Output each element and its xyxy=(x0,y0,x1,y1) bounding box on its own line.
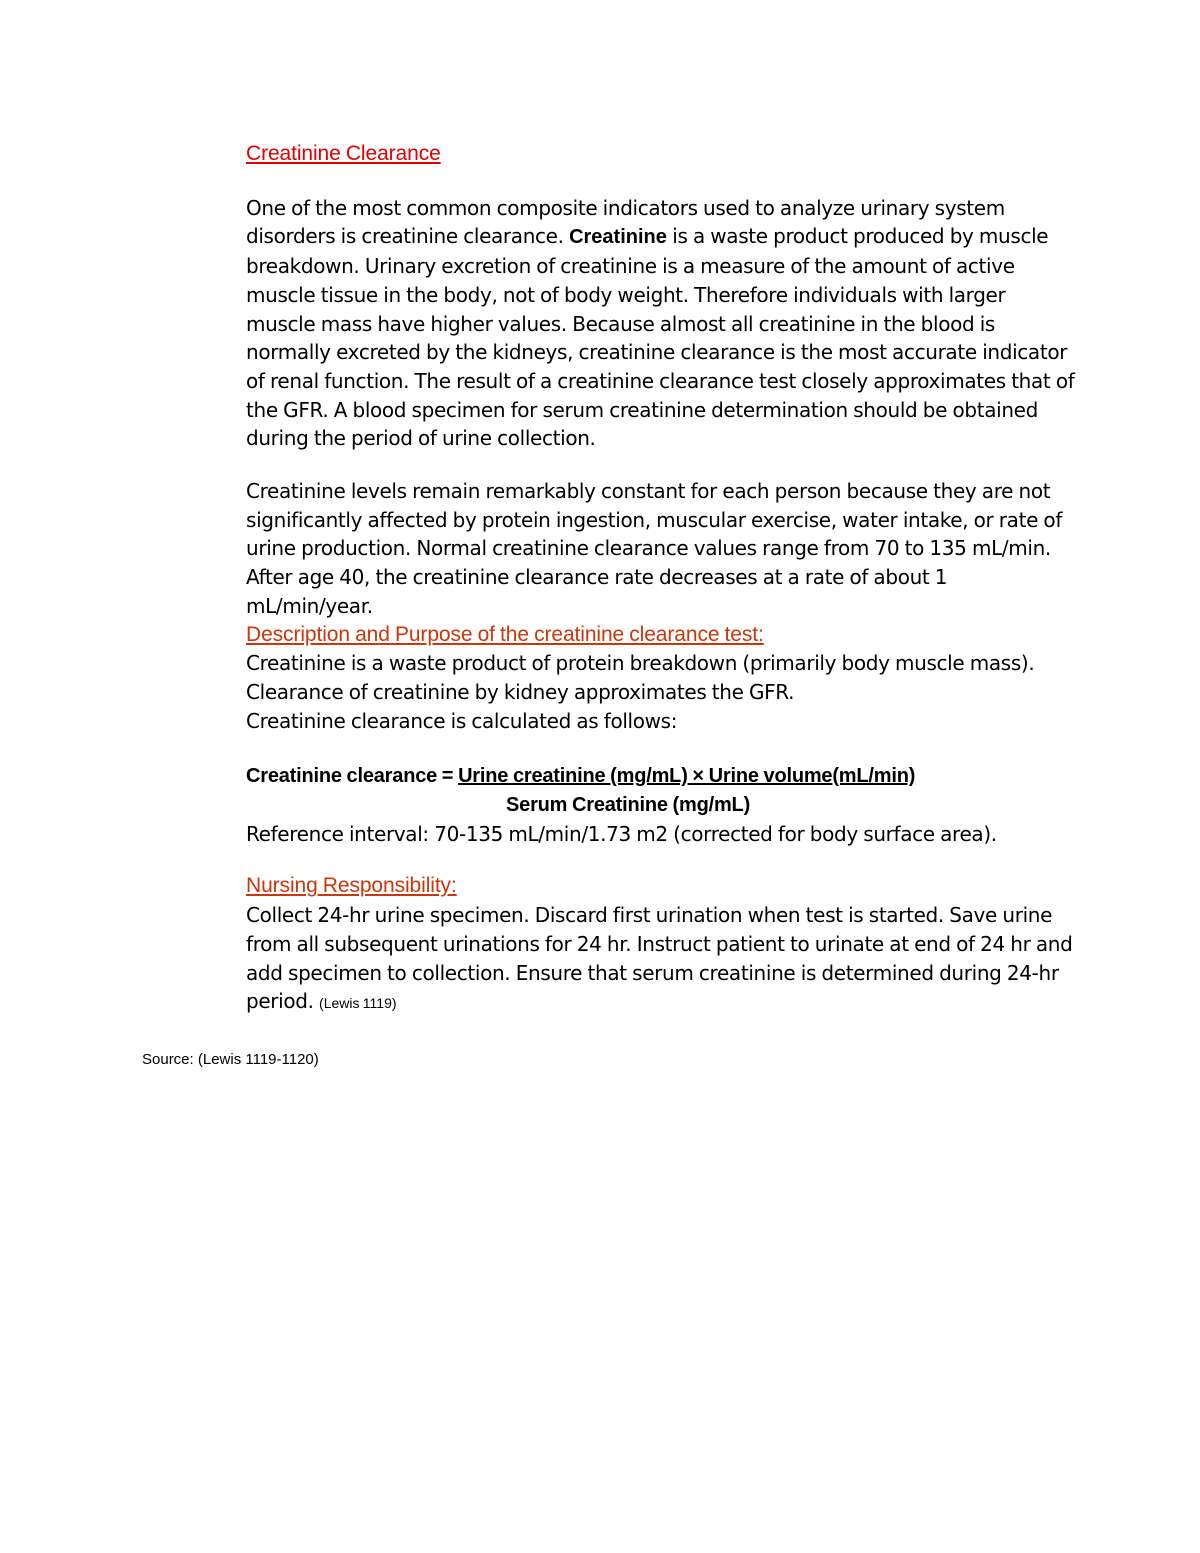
description-line: Creatinine is a waste product of protein breakdown (primarily body muscle mass). xyxy=(246,651,1035,676)
nursing-citation: (Lewis 1119) xyxy=(319,995,397,1012)
intro-text-part1: One of the most common composite indicators used to analyze urinary system disorders is creatinine clearance. xyxy=(246,195,1005,249)
nursing-heading: Nursing Responsibility: xyxy=(246,874,457,898)
reference-interval: Reference interval: 70-135 mL/min/1.73 m2 (corrected for body surface area). xyxy=(246,821,997,846)
source-citation: Source: (Lewis 1119-1120) xyxy=(142,1051,319,1068)
nursing-text: Collect 24-hr urine specimen. Discard first urination when test is started. Save urine from all subsequent urinations for 24 hr. Instruct patient to urinate at end of 24 hr and add specimen to collection. Ensure that serum creatinine is determined during 24-hr period. xyxy=(246,903,1073,1014)
nursing-paragraph xyxy=(246,901,1076,1018)
description-line: Creatinine clearance is calculated as follows: xyxy=(246,708,678,733)
description-line: Clearance of creatinine by kidney approximates the GFR. xyxy=(246,679,795,704)
spacer xyxy=(246,848,1076,872)
formula-denominator: Serum Creatinine (mg/mL) xyxy=(506,794,751,817)
formula-numerator-line xyxy=(246,762,1076,791)
document-body xyxy=(246,140,1076,1018)
formula-label: Creatinine clearance = xyxy=(246,765,459,788)
spacer xyxy=(246,735,1076,762)
spacer xyxy=(246,169,1076,194)
spacer xyxy=(246,453,1076,477)
levels-paragraph: Creatinine levels remain remarkably constant for each person because they are not significantly affected by protein ingestion, muscular exercise, water intake, or rate of urine production. Normal creatinine clearance values range from 70 to 135 mL/min. After age 40, the creatinine clearance rate decreases at a rate of about 1 mL/min/year. xyxy=(246,479,1063,618)
intro-text-part2: is a waste product produced by muscle breakdown. Urinary excretion of creatinine is a measure of the amount of active muscle tissue in the body, not of body weight. Therefore individuals with larger muscle mass have higher values. Because almost all creatinine in the blood is normally excreted by the kidneys, creatinine clearance is the most accurate indicator of renal function. The result of a creatinine clearance test closely approximates that of the GFR. A blood specimen for serum creatinine determination should be obtained during the period of urine collection. xyxy=(246,224,1075,451)
intro-paragraph xyxy=(246,194,1076,453)
formula-numerator: Urine creatinine (mg/mL) × Urine volume(mL/min) xyxy=(458,765,916,788)
intro-bold-term: Creatinine xyxy=(569,226,667,249)
document-title: Creatinine Clearance xyxy=(246,142,441,165)
description-heading: Description and Purpose of the creatinine clearance test: xyxy=(246,622,764,646)
